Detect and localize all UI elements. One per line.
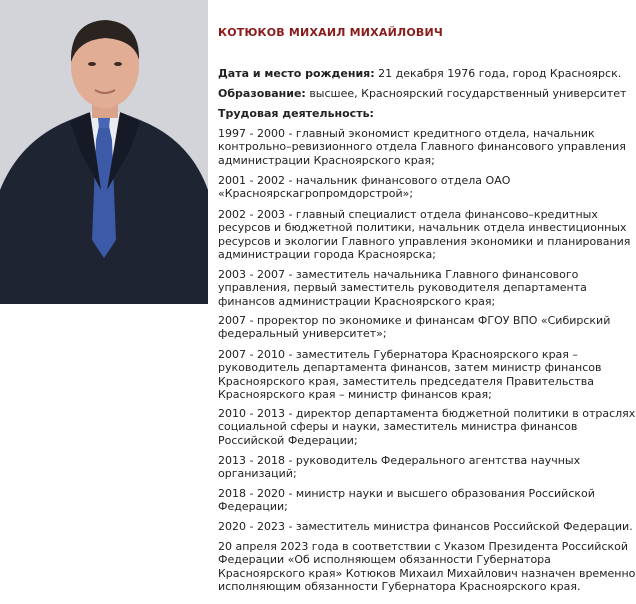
career-item: 2007 - 2010 - заместитель Губернатора Красноярского края – руководитель департамента финансов, затем министр финансов Красноярского края, заместитель председателя Правительства Красноярского края – министр финансов края; [218, 348, 602, 402]
education-value: высшее, Красноярский государственный университет [309, 87, 627, 100]
birth-label: Дата и место рождения: [218, 67, 375, 80]
career-item: 2010 - 2013 - директор департамента бюджетной политики в отраслях социальной сферы и науки, заместитель министра финансов Российской Федерации; [218, 407, 636, 447]
career-item: 2020 - 2023 - заместитель министра финансов Российской Федерации. [218, 520, 633, 533]
portrait-photo [0, 0, 208, 304]
career-item: 2018 - 2020 - министр науки и высшего образования Российской Федерации; [218, 487, 595, 514]
birth-line [218, 67, 621, 81]
career-item: 2003 - 2007 - заместитель начальника Главного финансового управления, первый заместитель руководителя департамента финансов администрации Красноярского края; [218, 268, 587, 308]
education-label: Образование: [218, 87, 306, 100]
career-item: 2013 - 2018 - руководитель Федерального агентства научных организаций; [218, 454, 581, 481]
career-heading: Трудовая деятельность: [218, 107, 374, 120]
person-name: КОТЮКОВ МИХАИЛ МИХАЙЛОВИЧ [218, 26, 443, 39]
career-item: 20 апреля 2023 года в соответствии с Указом Президента Российской Федерации «Об исполняющем обязанности Губернатора Красноярского края» Котюков Михаил Михайлович назначен временно исполняющим обязанности Губернатора Красноярского края. [218, 540, 636, 594]
career-item: 2007 - проректор по экономике и финансам ФГОУ ВПО «Сибирский федеральный университет»; [218, 314, 611, 341]
education-line [218, 87, 626, 101]
birth-value: 21 декабря 1976 года, город Красноярск. [378, 67, 622, 80]
career-item: 2002 - 2003 - главный специалист отдела финансово–кредитных ресурсов и бюджетной политики, начальник отдела инвестиционных ресурсов и экологии Главного управления экономики и планирования администрации города Красноярска; [218, 208, 631, 262]
career-item: 1997 - 2000 - главный экономист кредитного отдела, начальник контрольно–ревизионного отдела Главного финансового управления администрации Красноярского края; [218, 127, 626, 167]
career-item: 2001 - 2002 - начальник финансового отдела ОАО «Красноярскагропромдорстрой»; [218, 174, 511, 201]
